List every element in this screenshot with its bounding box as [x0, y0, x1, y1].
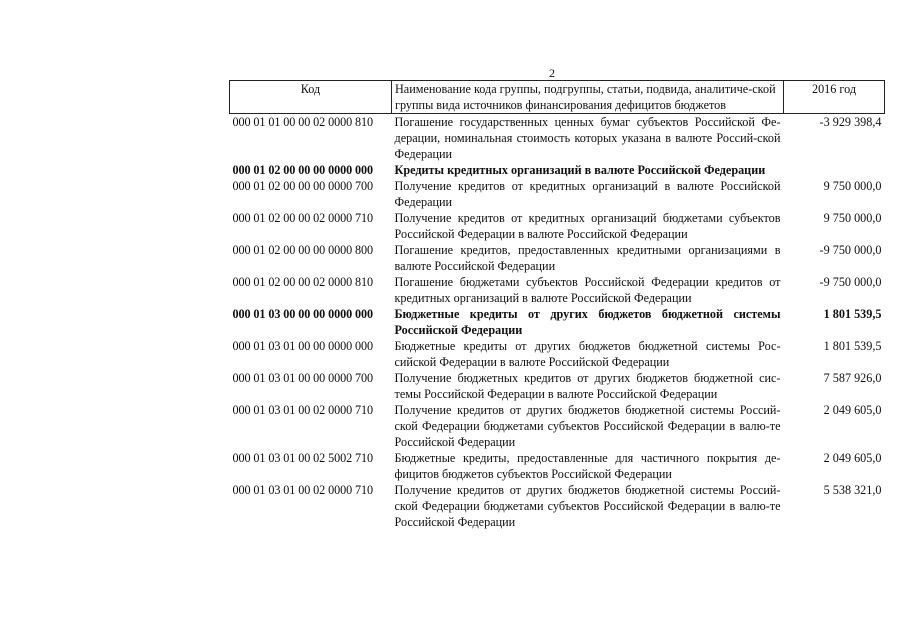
row-name: Получение кредитов от кредитных организаций в валюте Российской Федерации: [394, 179, 781, 209]
table-row: [230, 450, 885, 482]
table-header-row: [230, 81, 885, 114]
row-amount: 9 750 000,0: [823, 179, 882, 193]
row-amount: 7 587 926,0: [823, 371, 882, 385]
row-code: 000 01 01 00 00 02 0000 810: [232, 115, 374, 129]
row-code: 000 01 03 01 00 00 0000 700: [232, 371, 374, 385]
row-amount: -9 750 000,0: [819, 275, 882, 289]
row-code: 000 01 02 00 00 00 0000 000: [232, 163, 374, 177]
budget-sources-table: [229, 80, 885, 530]
table-row: [230, 338, 885, 370]
table-row: [230, 162, 885, 178]
table-row: [230, 370, 885, 402]
column-header-year: 2016 год: [784, 81, 885, 114]
row-name: Бюджетные кредиты, предоставленные для частичного покрытия де-фицитов бюджетов субъектов Российской Федерации: [394, 451, 781, 481]
row-name: Бюджетные кредиты от других бюджетов бюджетной системы Российской Федерации: [394, 307, 781, 337]
row-code: 000 01 03 01 00 00 0000 000: [232, 339, 374, 353]
row-amount: 9 750 000,0: [823, 211, 882, 225]
column-header-code: Код: [230, 81, 392, 114]
row-code: 000 01 02 00 00 00 0000 700: [232, 179, 374, 193]
row-name: Бюджетные кредиты от других бюджетов бюджетной системы Рос-сийской Федерации в валюте Российской Федерации: [394, 339, 781, 369]
row-amount: 5 538 321,0: [823, 483, 882, 497]
row-amount: 1 801 539,5: [823, 339, 882, 353]
row-amount: -3 929 398,4: [819, 115, 882, 129]
table-row: [230, 210, 885, 242]
row-code: 000 01 02 00 00 02 0000 810: [232, 275, 374, 289]
row-code: 000 01 02 00 00 02 0000 710: [232, 211, 374, 225]
row-name: Получение кредитов от других бюджетов бюджетной системы Россий-ской Федерации бюджетами субъектов Российской Федерации в валю-те Российской Федерации: [394, 483, 781, 529]
table-row: [230, 402, 885, 450]
row-amount: 2 049 605,0: [823, 403, 882, 417]
row-code: 000 01 02 00 00 00 0000 800: [232, 243, 374, 257]
row-amount: [784, 162, 885, 178]
row-name: Получение бюджетных кредитов от других бюджетов бюджетной сис-темы Российской Федерации в валюте Российской Федерации: [394, 371, 781, 401]
row-name: Получение кредитов от кредитных организаций бюджетами субъектов Российской Федерации в валюте Российской Федерации: [394, 211, 781, 241]
table-row: [230, 274, 885, 306]
row-name: Кредиты кредитных организаций в валюте Российской Федерации: [394, 163, 766, 177]
row-name: Погашение государственных ценных бумаг субъектов Российской Фе-дерации, номинальная стоимость которых указана в валюте Россий-ской Федерации: [394, 115, 781, 161]
row-name: Погашение бюджетами субъектов Российской Федерации кредитов от кредитных организаций в валюте Российской Федерации: [394, 275, 781, 305]
row-amount: 2 049 605,0: [823, 451, 882, 465]
table-row: [230, 242, 885, 274]
row-amount: 1 801 539,5: [823, 307, 882, 321]
table-row: [230, 482, 885, 530]
row-name: Получение кредитов от других бюджетов бюджетной системы Россий-ской Федерации бюджетами субъектов Российской Федерации в валю-те Российской Федерации: [394, 403, 781, 449]
column-header-name: Наименование кода группы, подгруппы, статьи, подвида, аналитиче-ской группы вида источников финансирования дефицитов бюджетов: [392, 81, 784, 114]
row-amount: -9 750 000,0: [819, 243, 882, 257]
table-row: [230, 178, 885, 210]
table-row: [230, 114, 885, 163]
row-name: Погашение кредитов, предоставленных кредитными организациями в валюте Российской Федерации: [394, 243, 781, 273]
row-code: 000 01 03 01 00 02 5002 710: [232, 451, 374, 465]
table-body: [230, 114, 885, 531]
row-code: 000 01 03 00 00 00 0000 000: [232, 307, 374, 321]
row-code: 000 01 03 01 00 02 0000 710: [232, 483, 374, 497]
table-row: [230, 306, 885, 338]
page-number: 2: [549, 66, 555, 80]
row-code: 000 01 03 01 00 02 0000 710: [232, 403, 374, 417]
